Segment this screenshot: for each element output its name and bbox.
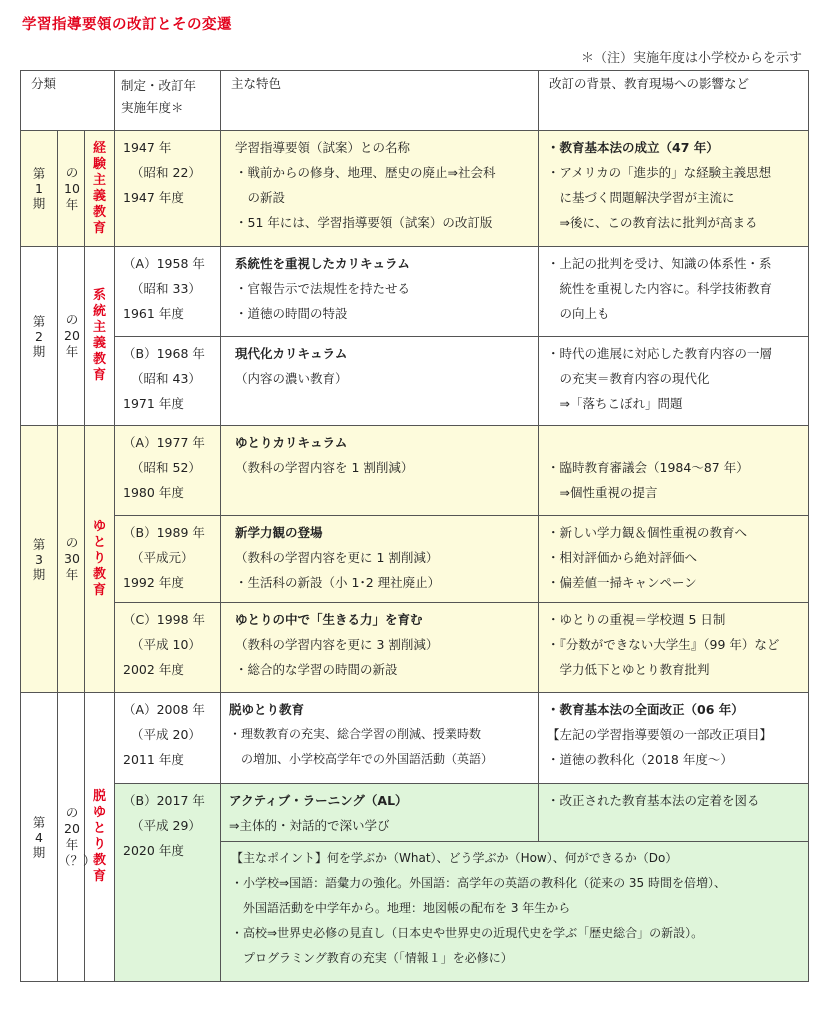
p4a-feature-2: の増加、小学校高学年での外国語活動（英語）	[229, 752, 494, 766]
p3b-feature-0: 新学力観の登場	[235, 525, 323, 540]
p3c-feature-2: ・総合的な学習の時間の新設	[235, 662, 398, 677]
period2b-row	[21, 337, 809, 426]
p3a-era: （昭和 52）	[131, 460, 201, 475]
header-features: 主な特色	[231, 76, 282, 91]
p4a-bg-0: ・教育基本法の全面改正（06 年）	[547, 702, 744, 717]
p3b-bg-2: ・偏差値一掃キャンペーン	[547, 575, 697, 590]
p4a-feature-1: ・理数教育の充実、総合学習の削減、授業時数	[229, 727, 482, 741]
p2b-feature-0: 現代化カリキュラム	[235, 346, 348, 361]
p2b-bg-2: ⇒「落ちこぼれ」問題	[547, 396, 683, 411]
curriculum-table	[20, 70, 809, 982]
p2b-year: （B）1968 年	[123, 346, 205, 361]
p2b-era: （昭和 43）	[131, 371, 201, 386]
period3-name: ゆとり教育	[93, 519, 107, 598]
period3-duration: の30年	[64, 535, 80, 582]
p1-feature-3: ・51 年には、学習指導要領（試案）の改訂版	[235, 215, 493, 230]
p3b-feature-1: （教科の学習内容を更に 1 割削減）	[235, 550, 439, 565]
p4a-year: （A）2008 年	[123, 702, 205, 717]
p4a-bg-2: ・道徳の教科化（2018 年度～）	[547, 752, 733, 767]
header-year-line1: 制定・改訂年	[121, 78, 197, 93]
p1-bg-1: ・アメリカの「進歩的」な経験主義思想	[547, 165, 772, 180]
period4-label: 第4期	[32, 814, 46, 860]
p4a-impl: 2011 年度	[123, 752, 184, 767]
p2a-year: （A）1958 年	[123, 256, 205, 271]
period3-label: 第3期	[32, 536, 46, 582]
p2a-bg-0: ・上記の批判を受け、知識の体系性・系	[547, 256, 772, 271]
p4b-impl: 2020 年度	[123, 843, 184, 858]
period2-duration: の20年	[64, 312, 80, 359]
p2b-bg-1: の充実＝教育内容の現代化	[547, 371, 710, 386]
period1-row	[21, 131, 809, 247]
period4b-row	[21, 784, 809, 842]
p3b-bg-0: ・新しい学力観＆個性重視の教育へ	[547, 525, 748, 540]
page-title: 学習指導要領の改訂とその変遷	[22, 17, 232, 33]
p4b-point-2: 外国語活動を中学年から。地理：地図帳の配布を 3 年生から	[231, 901, 571, 915]
p3c-bg-0: ・ゆとりの重視＝学校週 5 日制	[547, 612, 726, 627]
p1-era: （昭和 22）	[131, 165, 201, 180]
period2-name: 系統主義教育	[93, 288, 107, 383]
p3a-bg-0: ・臨時教育審議会（1984～87 年）	[547, 460, 749, 475]
p2a-impl: 1961 年度	[123, 306, 184, 321]
p3c-bg-1: ・『分数ができない大学生』（99 年）など	[547, 637, 780, 652]
p3a-bg-1: ⇒個性重視の提言	[547, 485, 658, 500]
p4b-point-1: ・小学校⇒国語：語彙力の強化。外国語：高学年の英語の教科化（従来の 35 時間を倍増）、	[231, 876, 726, 890]
p2b-impl: 1971 年度	[123, 396, 184, 411]
header-year-line2: 実施年度＊	[121, 100, 184, 115]
period4a-row	[21, 693, 809, 784]
period3a-row	[21, 426, 809, 516]
p3c-feature-1: （教科の学習内容を更に 3 割削減）	[235, 637, 439, 652]
p1-feature-1: ・戦前からの修身、地理、歴史の廃止⇒社会科	[235, 165, 496, 180]
p4b-bg-0: ・改正された教育基本法の定着を図る	[547, 793, 760, 808]
p1-feature-2: の新設	[235, 190, 286, 205]
p4a-era: （平成 20）	[131, 727, 201, 742]
header-category: 分類	[31, 76, 57, 91]
period1-name: 経験主義教育	[93, 140, 107, 236]
p4b-feature-0: アクティブ・ラーニング（AL）	[229, 793, 408, 808]
p2b-feature-1: （内容の濃い教育）	[235, 371, 348, 386]
p1-bg-3: ⇒後に、この教育法に批判が高まる	[547, 215, 758, 230]
header-background: 改訂の背景、教育現場への影響など	[549, 76, 750, 91]
p3b-era: （平成元）	[131, 550, 194, 565]
p2a-feature-2: ・道徳の時間の特設	[235, 306, 348, 321]
p4b-point-0: 【主なポイント】何を学ぶか（What）、どう学ぶか（How）、何ができるか（Do）	[231, 851, 678, 865]
p4b-year: （B）2017 年	[123, 793, 205, 808]
p3c-era: （平成 10）	[131, 637, 201, 652]
p4b-era: （平成 29）	[131, 818, 201, 833]
period1-label: 第1期	[32, 166, 46, 211]
p3c-bg-2: 学力低下とゆとり教育批判	[547, 662, 710, 677]
p3a-year: （A）1977 年	[123, 435, 205, 450]
p2a-feature-0: 系統性を重視したカリキュラム	[235, 256, 410, 271]
p3b-impl: 1992 年度	[123, 575, 184, 590]
p1-bg-0: ・教育基本法の成立（47 年）	[547, 140, 719, 155]
p1-feature-0: 学習指導要領（試案）との名称	[235, 140, 411, 155]
p1-bg-2: に基づく問題解決学習が主流に	[547, 190, 735, 205]
p3a-feature-1: （教科の学習内容を 1 割削減）	[235, 460, 414, 475]
p3c-year: （C）1998 年	[123, 612, 206, 627]
p4b-point-4: プログラミング教育の充実（「情報１」を必修に）	[231, 951, 513, 965]
p4b-feature-1: ⇒主体的・対話的で深い学び	[229, 818, 390, 833]
p4a-feature-0: 脱ゆとり教育	[229, 702, 305, 717]
period2-label: 第2期	[32, 313, 46, 359]
p3c-feature-0: ゆとりの中で「生きる力」を育む	[235, 612, 423, 627]
period4-duration: の20年（？）	[58, 805, 96, 868]
p2a-bg-1: 統性を重視した内容に。科学技術教育	[547, 281, 773, 296]
p3b-feature-2: ・生活科の新設（小 1･2 理社廃止）	[235, 575, 441, 590]
period1-duration: の10年	[64, 164, 80, 212]
period3b-row	[21, 516, 809, 603]
period4-name: 脱ゆとり教育	[93, 789, 107, 884]
period3c-row	[21, 603, 809, 693]
p2a-era: （昭和 33）	[131, 281, 201, 296]
p2b-bg-0: ・時代の進展に対応した教育内容の一層	[547, 346, 773, 361]
p3a-impl: 1980 年度	[123, 485, 184, 500]
period2a-row	[21, 247, 809, 337]
p3b-bg-1: ・相対評価から絶対評価へ	[547, 550, 698, 565]
p3a-feature-0: ゆとりカリキュラム	[235, 435, 348, 450]
p4a-bg-1: 【左記の学習指導要領の一部改正項目】	[547, 727, 773, 742]
footnote: ＊（注）実施年度は小学校からを示す	[580, 51, 802, 66]
p4b-point-3: ・高校⇒世界史必修の見直し（日本史や世界史の近現代史を学ぶ「歴史総合」の新設）。	[231, 926, 704, 940]
p3c-impl: 2002 年度	[123, 662, 184, 677]
header-row	[21, 71, 809, 131]
p1-impl: 1947 年度	[123, 190, 184, 205]
p3b-year: （B）1989 年	[123, 525, 205, 540]
p2a-bg-2: の向上も	[547, 306, 610, 321]
p2a-feature-1: ・官報告示で法規性を持たせる	[235, 281, 411, 296]
p1-year: 1947 年	[123, 140, 172, 155]
